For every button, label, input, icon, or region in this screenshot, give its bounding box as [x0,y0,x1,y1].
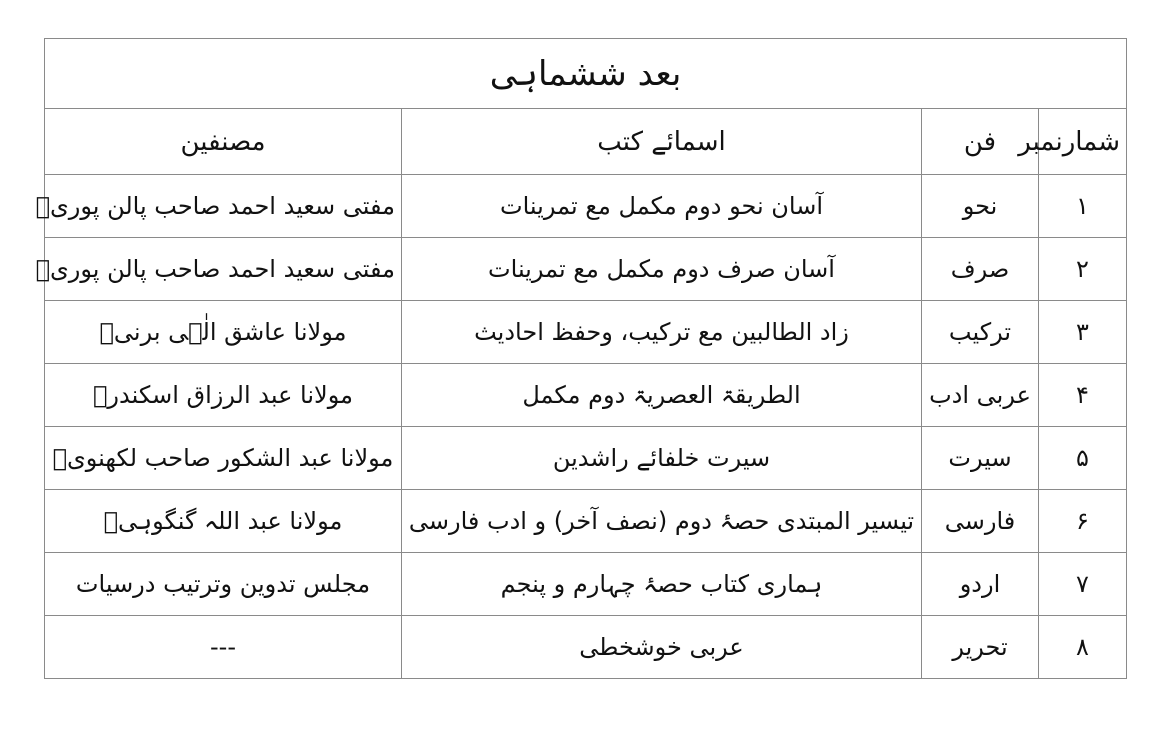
syllabus-table [35,38,1127,679]
header-author: مصنفین [45,109,402,175]
table-row [45,364,1127,427]
author-cell: مفتی سعید احمد صاحب پالن پوریؒ [45,175,402,238]
serial-cell: ۳ [1039,301,1127,364]
author-cell: مولانا عاشق الٰہی برنیؒ [45,301,402,364]
book-cell: عربی خوشخطی [402,616,922,679]
author-cell: مولانا عبد الشکور صاحب لکھنویؒ [45,427,402,490]
subject-cell: صرف [922,238,1039,301]
subject-cell: تحریر [922,616,1039,679]
header-serial: شمارنمبر [1039,109,1127,175]
table-row [45,427,1127,490]
header-row [45,109,1127,175]
subject-cell: اردو [922,553,1039,616]
table-row [45,490,1127,553]
serial-cell: ۱ [1039,175,1127,238]
book-cell: زاد الطالبین مع ترکیب، وحفظ احادیث [402,301,922,364]
book-cell: سیرت خلفائے راشدین [402,427,922,490]
table-row [45,238,1127,301]
author-cell: مجلس تدوین وترتیب درسیات [45,553,402,616]
subject-cell: سیرت [922,427,1039,490]
subject-cell: ترکیب [922,301,1039,364]
table-row [45,553,1127,616]
table-row [45,301,1127,364]
serial-cell: ۷ [1039,553,1127,616]
serial-cell: ۲ [1039,238,1127,301]
book-cell: الطریقۃ العصریۃ دوم مکمل [402,364,922,427]
table-row [45,175,1127,238]
author-cell: مفتی سعید احمد صاحب پالن پوریؒ [45,238,402,301]
table-title: بعد ششماہی [45,39,1127,109]
header-book: اسمائے کتب [402,109,922,175]
book-cell: آسان نحو دوم مکمل مع تمرینات [402,175,922,238]
subject-cell: فارسی [922,490,1039,553]
subject-cell: نحو [922,175,1039,238]
subject-cell: عربی ادب [922,364,1039,427]
table-row [45,616,1127,679]
author-cell: --- [45,616,402,679]
serial-cell: ۶ [1039,490,1127,553]
serial-cell: ۵ [1039,427,1127,490]
author-cell: مولانا عبد اللہ گنگوہیؒ [45,490,402,553]
header-subject: فن [922,109,1039,175]
book-cell: تیسیر المبتدی حصۂ دوم (نصف آخر) و ادب فارسی [402,490,922,553]
book-cell: آسان صرف دوم مکمل مع تمرینات [402,238,922,301]
author-cell: مولانا عبد الرزاق اسکندرؒ [45,364,402,427]
serial-cell: ۸ [1039,616,1127,679]
serial-cell: ۴ [1039,364,1127,427]
book-cell: ہماری کتاب حصۂ چہارم و پنجم [402,553,922,616]
